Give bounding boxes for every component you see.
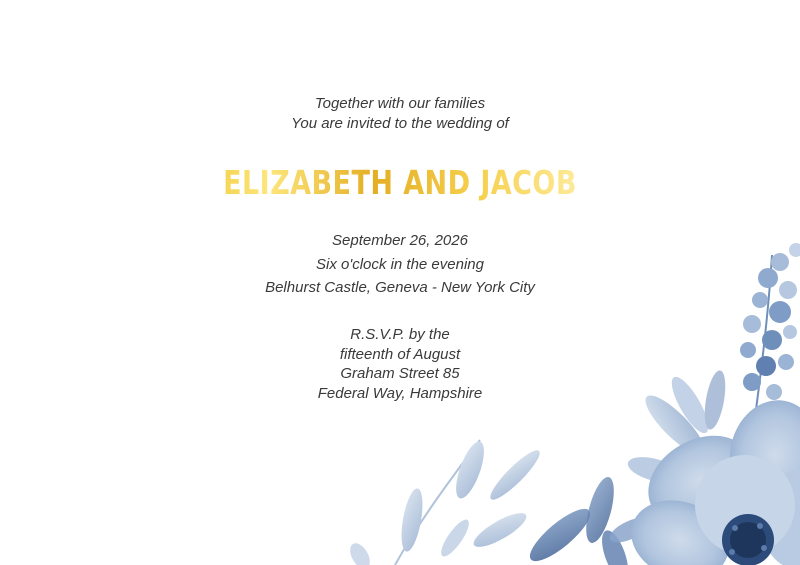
- intro-line-invited: You are invited to the wedding of: [291, 115, 509, 132]
- intro-line-families: Together with our families: [314, 95, 486, 112]
- rsvp-city: Federal Way, Hampshire: [317, 384, 483, 402]
- rsvp-street: Graham Street 85: [340, 365, 460, 382]
- event-venue: Belhurst Castle, Geneva - New York City: [265, 279, 535, 296]
- rsvp-deadline-date: fifteenth of August: [339, 345, 461, 363]
- intro-text: [0, 94, 800, 134]
- dark-leaves: [523, 474, 654, 565]
- event-time: Six o'clock in the evening: [316, 255, 484, 273]
- couple-names: ELIZABETH AND JACOB: [72, 160, 728, 206]
- left-branch: [346, 438, 545, 565]
- event-date: September 26, 2026: [332, 232, 468, 249]
- watercolor-floral-illustration: [330, 230, 800, 565]
- rsvp-deadline-label: R.S.V.P. by the: [350, 326, 450, 343]
